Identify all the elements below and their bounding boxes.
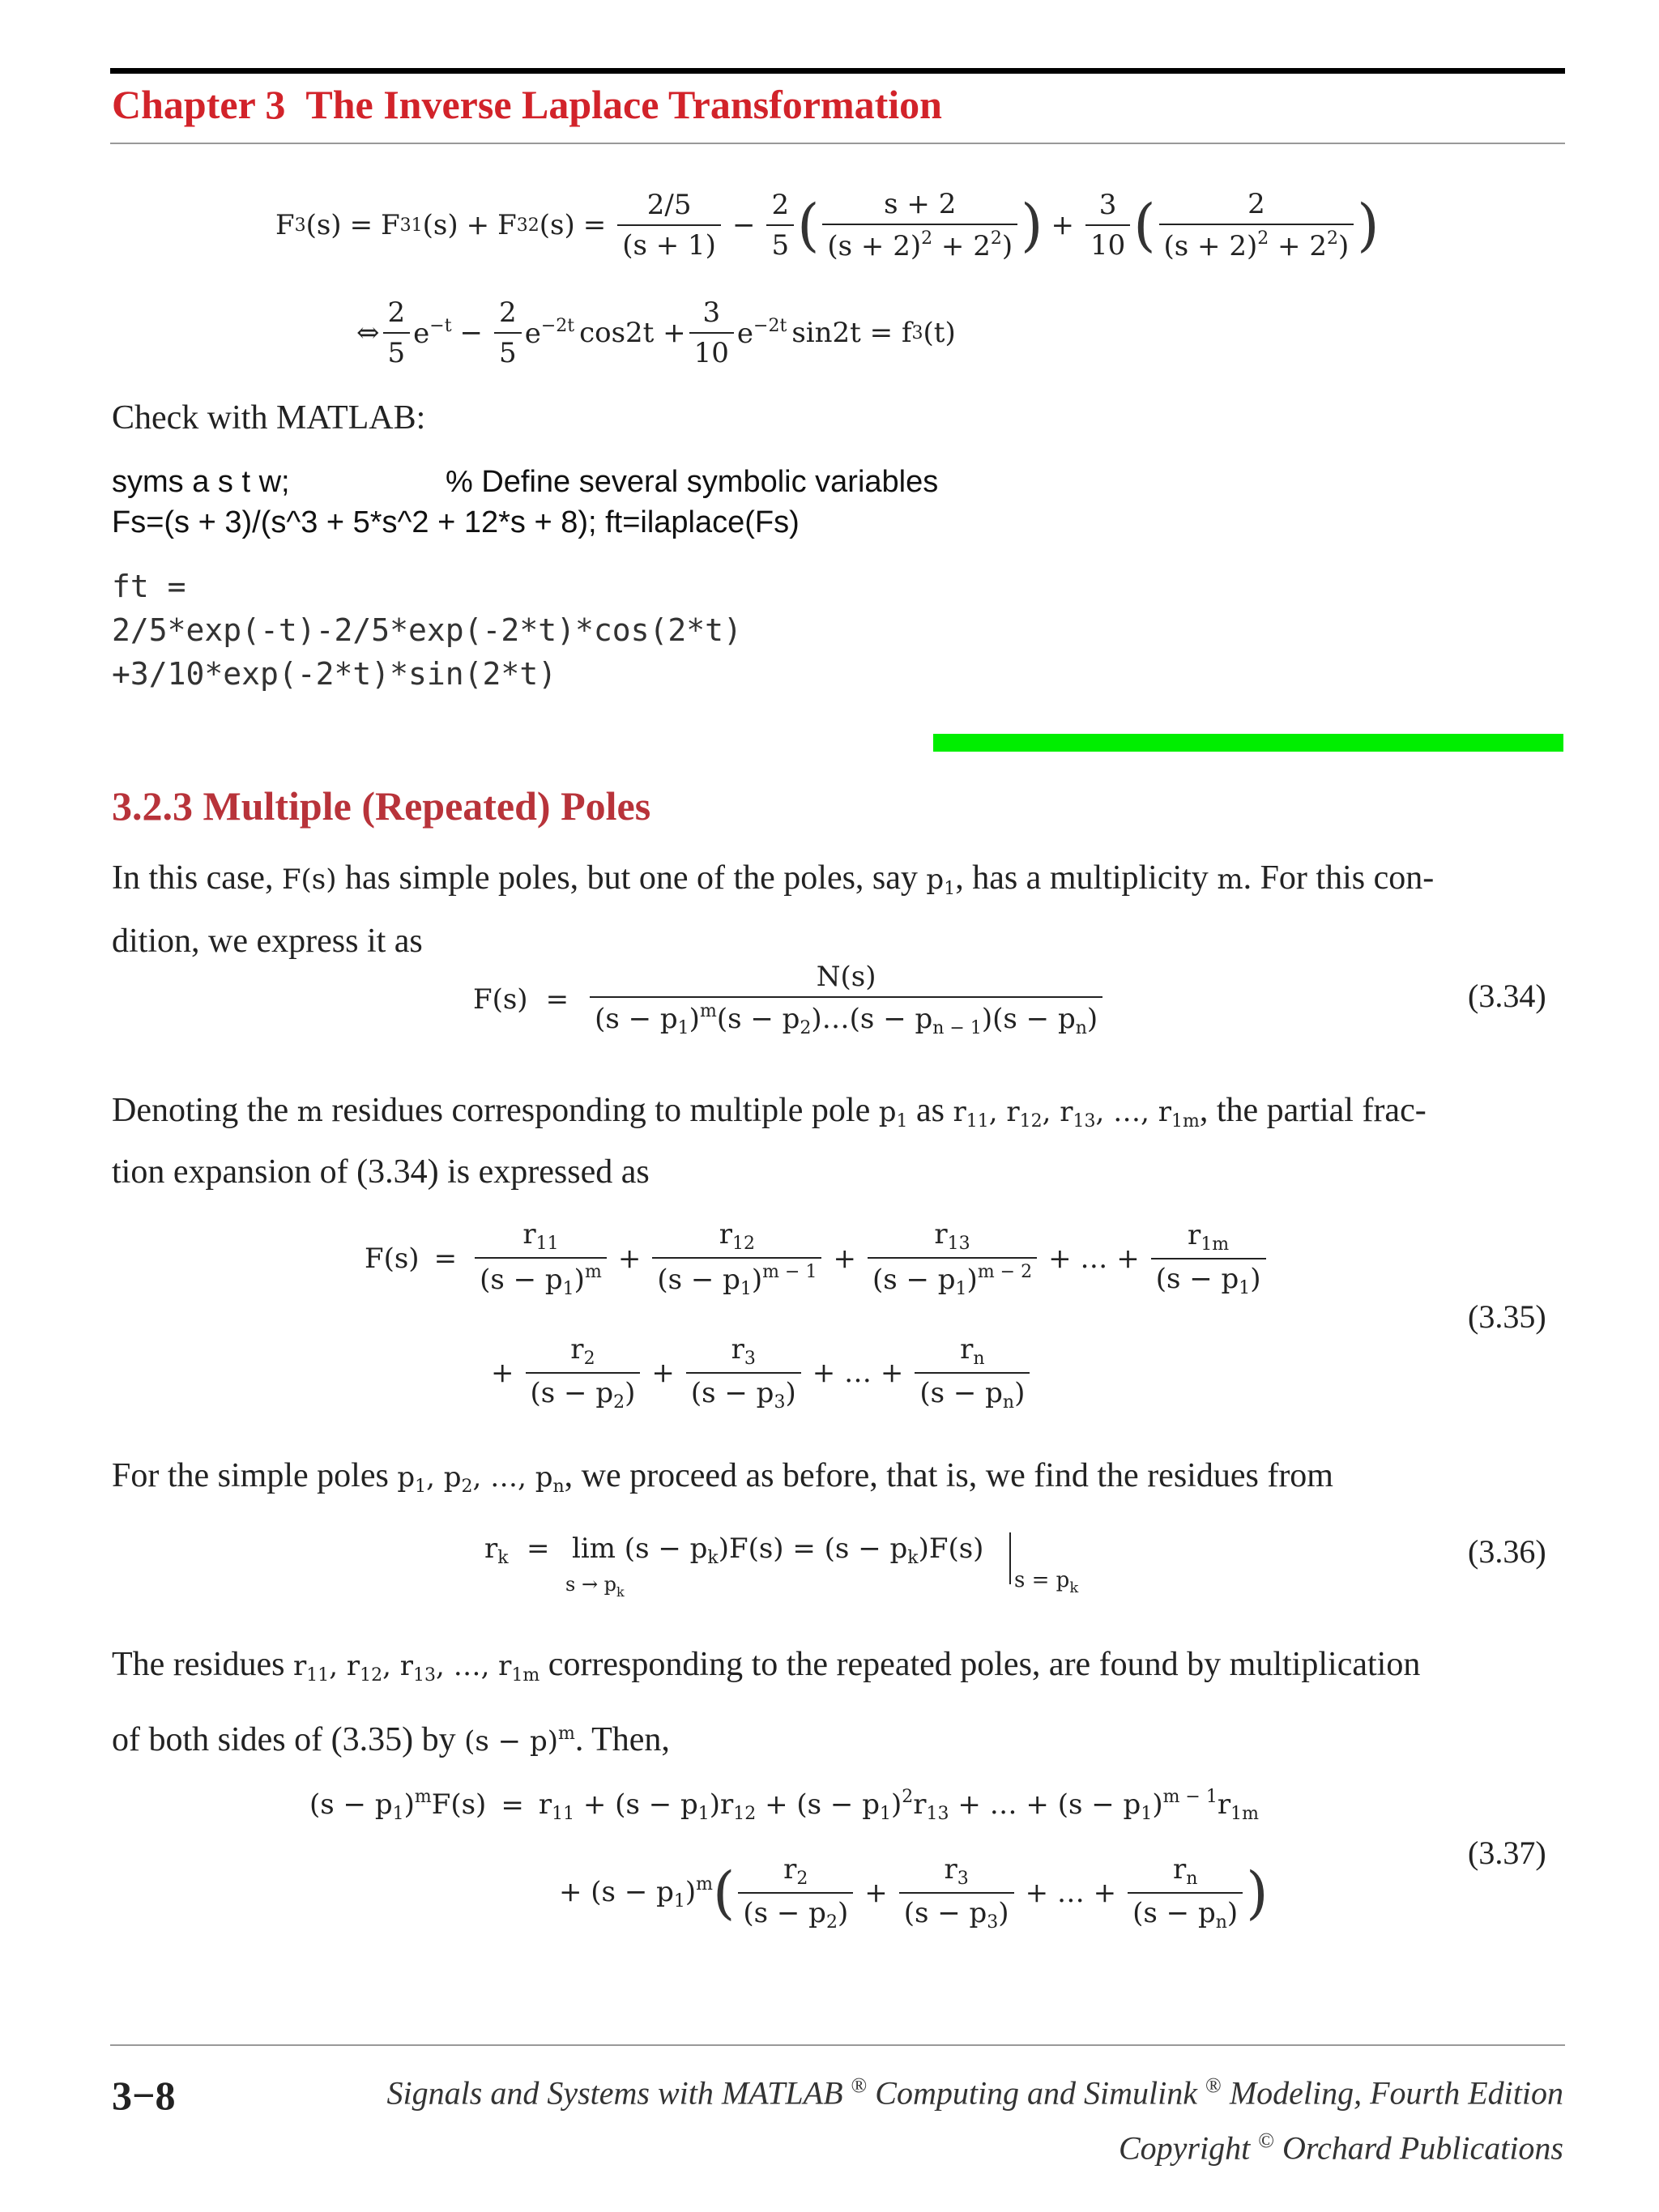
code-syms: syms a s t w; [112,465,290,499]
matlab-output-line2: 2/5*exp(-t)-2/5*exp(-2*t)*cos(2*t) [112,612,742,648]
equation-3-37-line1: $(s - p_1)^mF(s)$ = $r_{11} + (s - p_1)r_{12} + (s - p_1)^2r_{13}$ + … + $(s - p_1)^{m - 1}r_{1m}$ [309,1787,1259,1824]
matlab-code-line1 [112,465,939,500]
footer-rule [110,2044,1565,2046]
equation-f3-line1: F 3 (s) = F 31 (s) + F 32 (s) = $\frac{2/5}{(s + 1)}$ − $\frac{2}{5}$ ( $\frac{s + 2}{(s + 2)^2 + 2^2)}$ ) + $\frac{3}{10}$ ( $\frac{2}{(s + 2)^2 + 2^2)}$ ) [275,188,1380,262]
equation-3-35-line1: F(s) = $\frac{r_{11}}{(s - p_1)^m}$ + $\frac{r_{12}}{(s - p_1)^{m - 1}}$ + $\frac{r_{13}}{(s - p_1)^{m - 2}}$ + … + $\frac{r_{1m}}{(s - p_1)}$ [365,1218,1269,1299]
footer-copyright: Copyright © Orchard Publications [1118,2129,1563,2167]
section-title: 3.2.3 Multiple (Repeated) Poles [112,783,651,829]
matlab-output-line1: ft = [112,569,186,604]
footer-book-title: Signals and Systems with MATLAB ® Computing and Simulink ® Modeling, Fourth Edition [386,2073,1563,2112]
equation-number-3-34: (3.34) [1468,978,1546,1014]
equation-number-3-37: (3.37) [1468,1835,1546,1871]
paragraph-2: Denoting the m residues corresponding to multiple pole $p_1$ as $r_{11}$, $r_{12}$, $r_{13}$, …, $r_{1m}$, the partial frac- tion expansion of (3.34) is expressed as [112,1092,1427,1191]
code-comment: % Define several symbolic variables [446,465,939,499]
paragraph-3: For the simple poles $p_1$, $p_2$, …, $p_n$, we proceed as before, that is, we find the residues from [112,1457,1333,1497]
green-highlight-bar [933,734,1563,752]
header-bottom-rule [110,143,1565,144]
page-number: 3−8 [112,2073,176,2118]
equation-3-37-line2: + $(s - p_1)^m$ ( $\frac{r_2}{(s - p_2)}$ + $\frac{r_3}{(s - p_3)}$ + … + $\frac{r_n}{(s - p_n)}$ ) [559,1853,1269,1933]
chapter-title: The Inverse Laplace Transformation [305,82,942,127]
chapter-header [112,81,942,128]
equation-3-35-line2: + $\frac{r_2}{(s - p_2)}$ + $\frac{r_3}{(s - p_3)}$ + … + $\frac{r_n}{(s - p_n)}$ [483,1333,1033,1413]
matlab-output-line3: +3/10*exp(-2*t)*sin(2*t) [112,656,557,692]
equation-number-3-35: (3.35) [1468,1298,1546,1335]
equation-number-3-36: (3.36) [1468,1533,1546,1570]
check-label: Check with MATLAB: [112,399,426,437]
equation-3-34: F(s) = $\frac{N(s)}{(s - p_1)^m(s - p_2)\dots(s - p_{n - 1})(s - p_n)}$ [473,961,1106,1038]
paragraph-4: The residues $r_{11}$, $r_{12}$, $r_{13}$, …, $r_{1m}$ corresponding to the repeated poles, are found by multiplication of both sides of (3.35) by $(s - p)^m$. Then, [112,1646,1421,1758]
chapter-number: Chapter 3 [112,82,286,127]
matlab-code-line2: Fs=(s + 3)/(s^3 + 5*s^2 + 12*s + 8); ft=ilaplace(Fs) [112,505,800,539]
equation-3-36: $r_k$ = $\lim (s - p_k)F(s) = (s - p_k)F(s)$ $s \to p_k$ $s = p_k$ [484,1532,1079,1600]
equation-f3-line2: ⇔ $\frac{2}{5}$ $e^{-t}$ − $\frac{2}{5}$ $e^{-2t}$ cos2t + $\frac{3}{10}$ $e^{-2t}$ sin2t = f 3 (t) [356,296,956,369]
header-top-rule [110,68,1565,74]
paragraph-1: In this case, F(s) has simple poles, but one of the poles, say $p_1$, has a multiplicity m. For this con- dition, we express it as [112,859,1435,960]
